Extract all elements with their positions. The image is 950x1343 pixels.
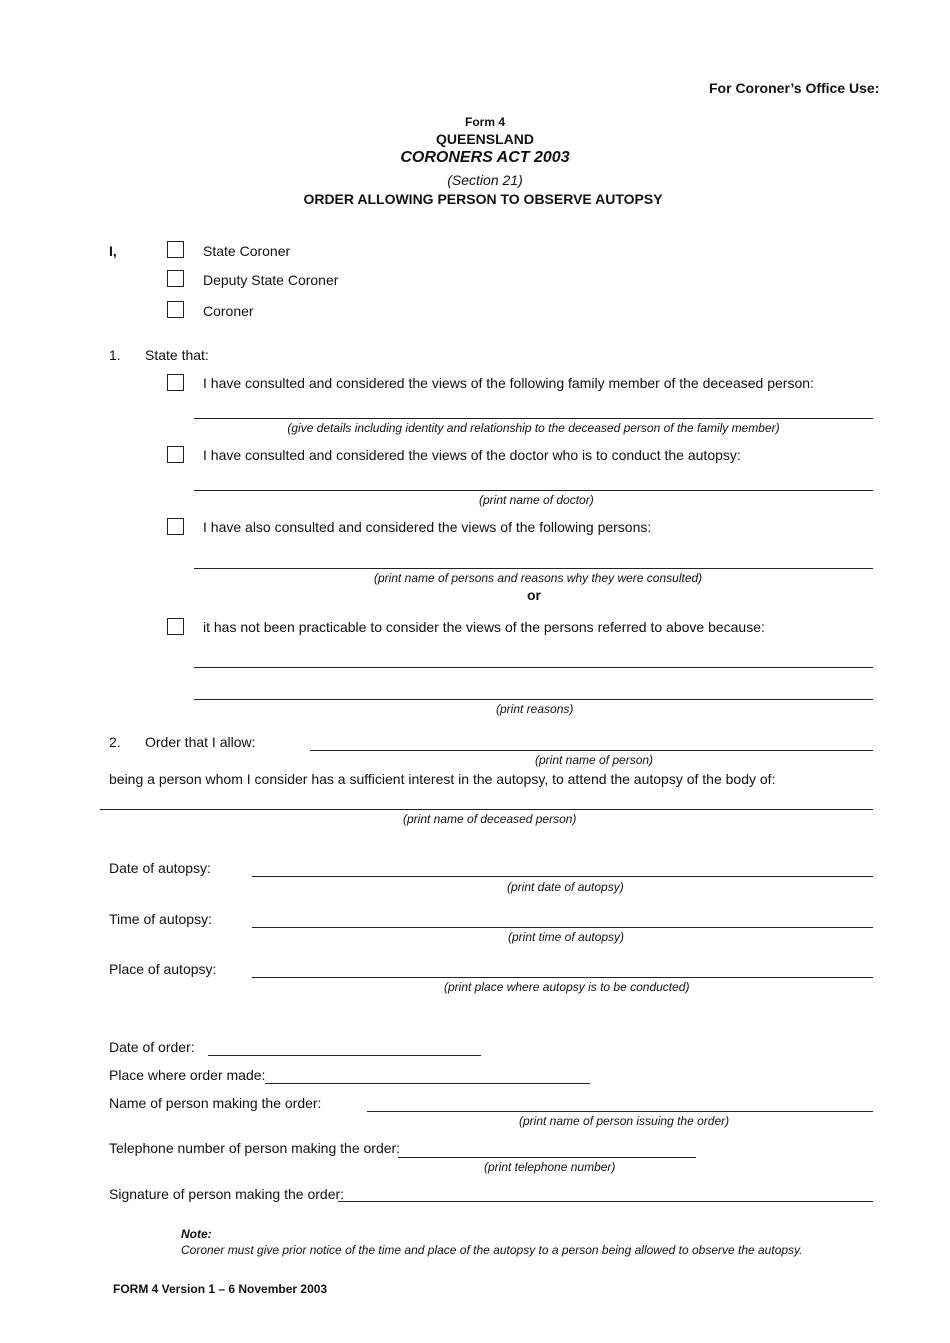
family-member-checkbox[interactable] [167, 374, 184, 391]
section2-label: Order that I allow: [145, 734, 256, 750]
order-date-input-line[interactable] [208, 1055, 481, 1056]
other-persons-hint: (print name of persons and reasons why they were consulted) [374, 571, 703, 585]
doctor-input-line[interactable] [194, 490, 873, 491]
autopsy-date-hint: (print date of autopsy) [507, 880, 624, 894]
office-use-label: For Coroner’s Office Use: [709, 80, 880, 96]
not-practicable-checkbox[interactable] [167, 618, 184, 635]
autopsy-date-input-line[interactable] [252, 876, 873, 877]
order-maker-phone-input-line[interactable] [398, 1157, 696, 1158]
other-persons-option: I have also consulted and considered the views of the following persons: [203, 519, 652, 535]
coroner-checkbox[interactable] [167, 301, 184, 318]
not-practicable-option: it has not been practicable to consider the views of the persons referred to above because: [203, 619, 765, 635]
reasons-hint: (print reasons) [496, 702, 574, 716]
coroner-label: Coroner [203, 303, 254, 319]
other-persons-input-line[interactable] [194, 568, 873, 569]
signature-input-line[interactable] [338, 1201, 873, 1202]
deceased-person-hint: (print name of deceased person) [403, 812, 577, 826]
note-heading: Note: [181, 1227, 212, 1241]
reasons-input-line-2[interactable] [194, 699, 873, 700]
reasons-input-line-1[interactable] [194, 667, 873, 668]
autopsy-date-label: Date of autopsy: [109, 860, 211, 876]
state-coroner-label: State Coroner [203, 243, 291, 259]
doctor-option: I have consulted and considered the views of the doctor who is to conduct the autopsy: [203, 447, 741, 463]
allowed-person-input-line[interactable] [310, 750, 873, 751]
other-persons-checkbox[interactable] [167, 518, 184, 535]
page-title: ORDER ALLOWING PERSON TO OBSERVE AUTOPSY [303, 191, 663, 207]
i-label: I, [109, 243, 117, 259]
form-number: Form 4 [464, 115, 505, 129]
order-place-label: Place where order made: [109, 1067, 266, 1083]
autopsy-place-input-line[interactable] [252, 977, 873, 978]
deputy-state-coroner-label: Deputy State Coroner [203, 272, 339, 288]
deputy-state-coroner-checkbox[interactable] [167, 270, 184, 287]
note-text: Coroner must give prior notice of the time and place of the autopsy to a person being allowed to observe the autopsy. [181, 1243, 803, 1257]
order-maker-name-hint: (print name of person issuing the order) [519, 1114, 730, 1128]
order-maker-phone-label: Telephone number of person making the order: [109, 1140, 401, 1156]
allowed-person-hint: (print name of person) [535, 753, 654, 767]
sufficient-interest-text: being a person whom I consider has a sufficient interest in the autopsy, to attend the autopsy of the body of: [109, 771, 776, 787]
section2-number: 2. [109, 734, 121, 750]
autopsy-time-hint: (print time of autopsy) [508, 930, 625, 944]
order-maker-phone-hint: (print telephone number) [484, 1160, 616, 1174]
state-coroner-checkbox[interactable] [167, 241, 184, 258]
section1-number: 1. [109, 347, 121, 363]
autopsy-place-hint: (print place where autopsy is to be conducted) [444, 980, 690, 994]
or-separator: or [527, 587, 541, 603]
deceased-person-input-line[interactable] [100, 809, 873, 810]
doctor-hint: (print name of doctor) [479, 493, 594, 507]
doctor-checkbox[interactable] [167, 446, 184, 463]
form-version: FORM 4 Version 1 – 6 November 2003 [113, 1282, 328, 1296]
autopsy-time-label: Time of autopsy: [109, 911, 212, 927]
autopsy-place-label: Place of autopsy: [109, 961, 217, 977]
order-place-input-line[interactable] [265, 1083, 590, 1084]
family-member-hint: (give details including identity and relationship to the deceased person of the family member) [287, 421, 780, 435]
section-reference: (Section 21) [447, 172, 523, 188]
order-maker-name-label: Name of person making the order: [109, 1095, 322, 1111]
order-maker-name-input-line[interactable] [367, 1111, 873, 1112]
order-date-label: Date of order: [109, 1039, 195, 1055]
act-title: CORONERS ACT 2003 [400, 149, 570, 166]
autopsy-time-input-line[interactable] [252, 927, 873, 928]
family-member-input-line[interactable] [194, 418, 873, 419]
family-member-option: I have consulted and considered the views of the following family member of the deceased person: [203, 375, 814, 391]
order-maker-signature-label: Signature of person making the order: [109, 1186, 345, 1202]
section1-label: State that: [145, 347, 209, 363]
state-name: QUEENSLAND [435, 131, 534, 147]
